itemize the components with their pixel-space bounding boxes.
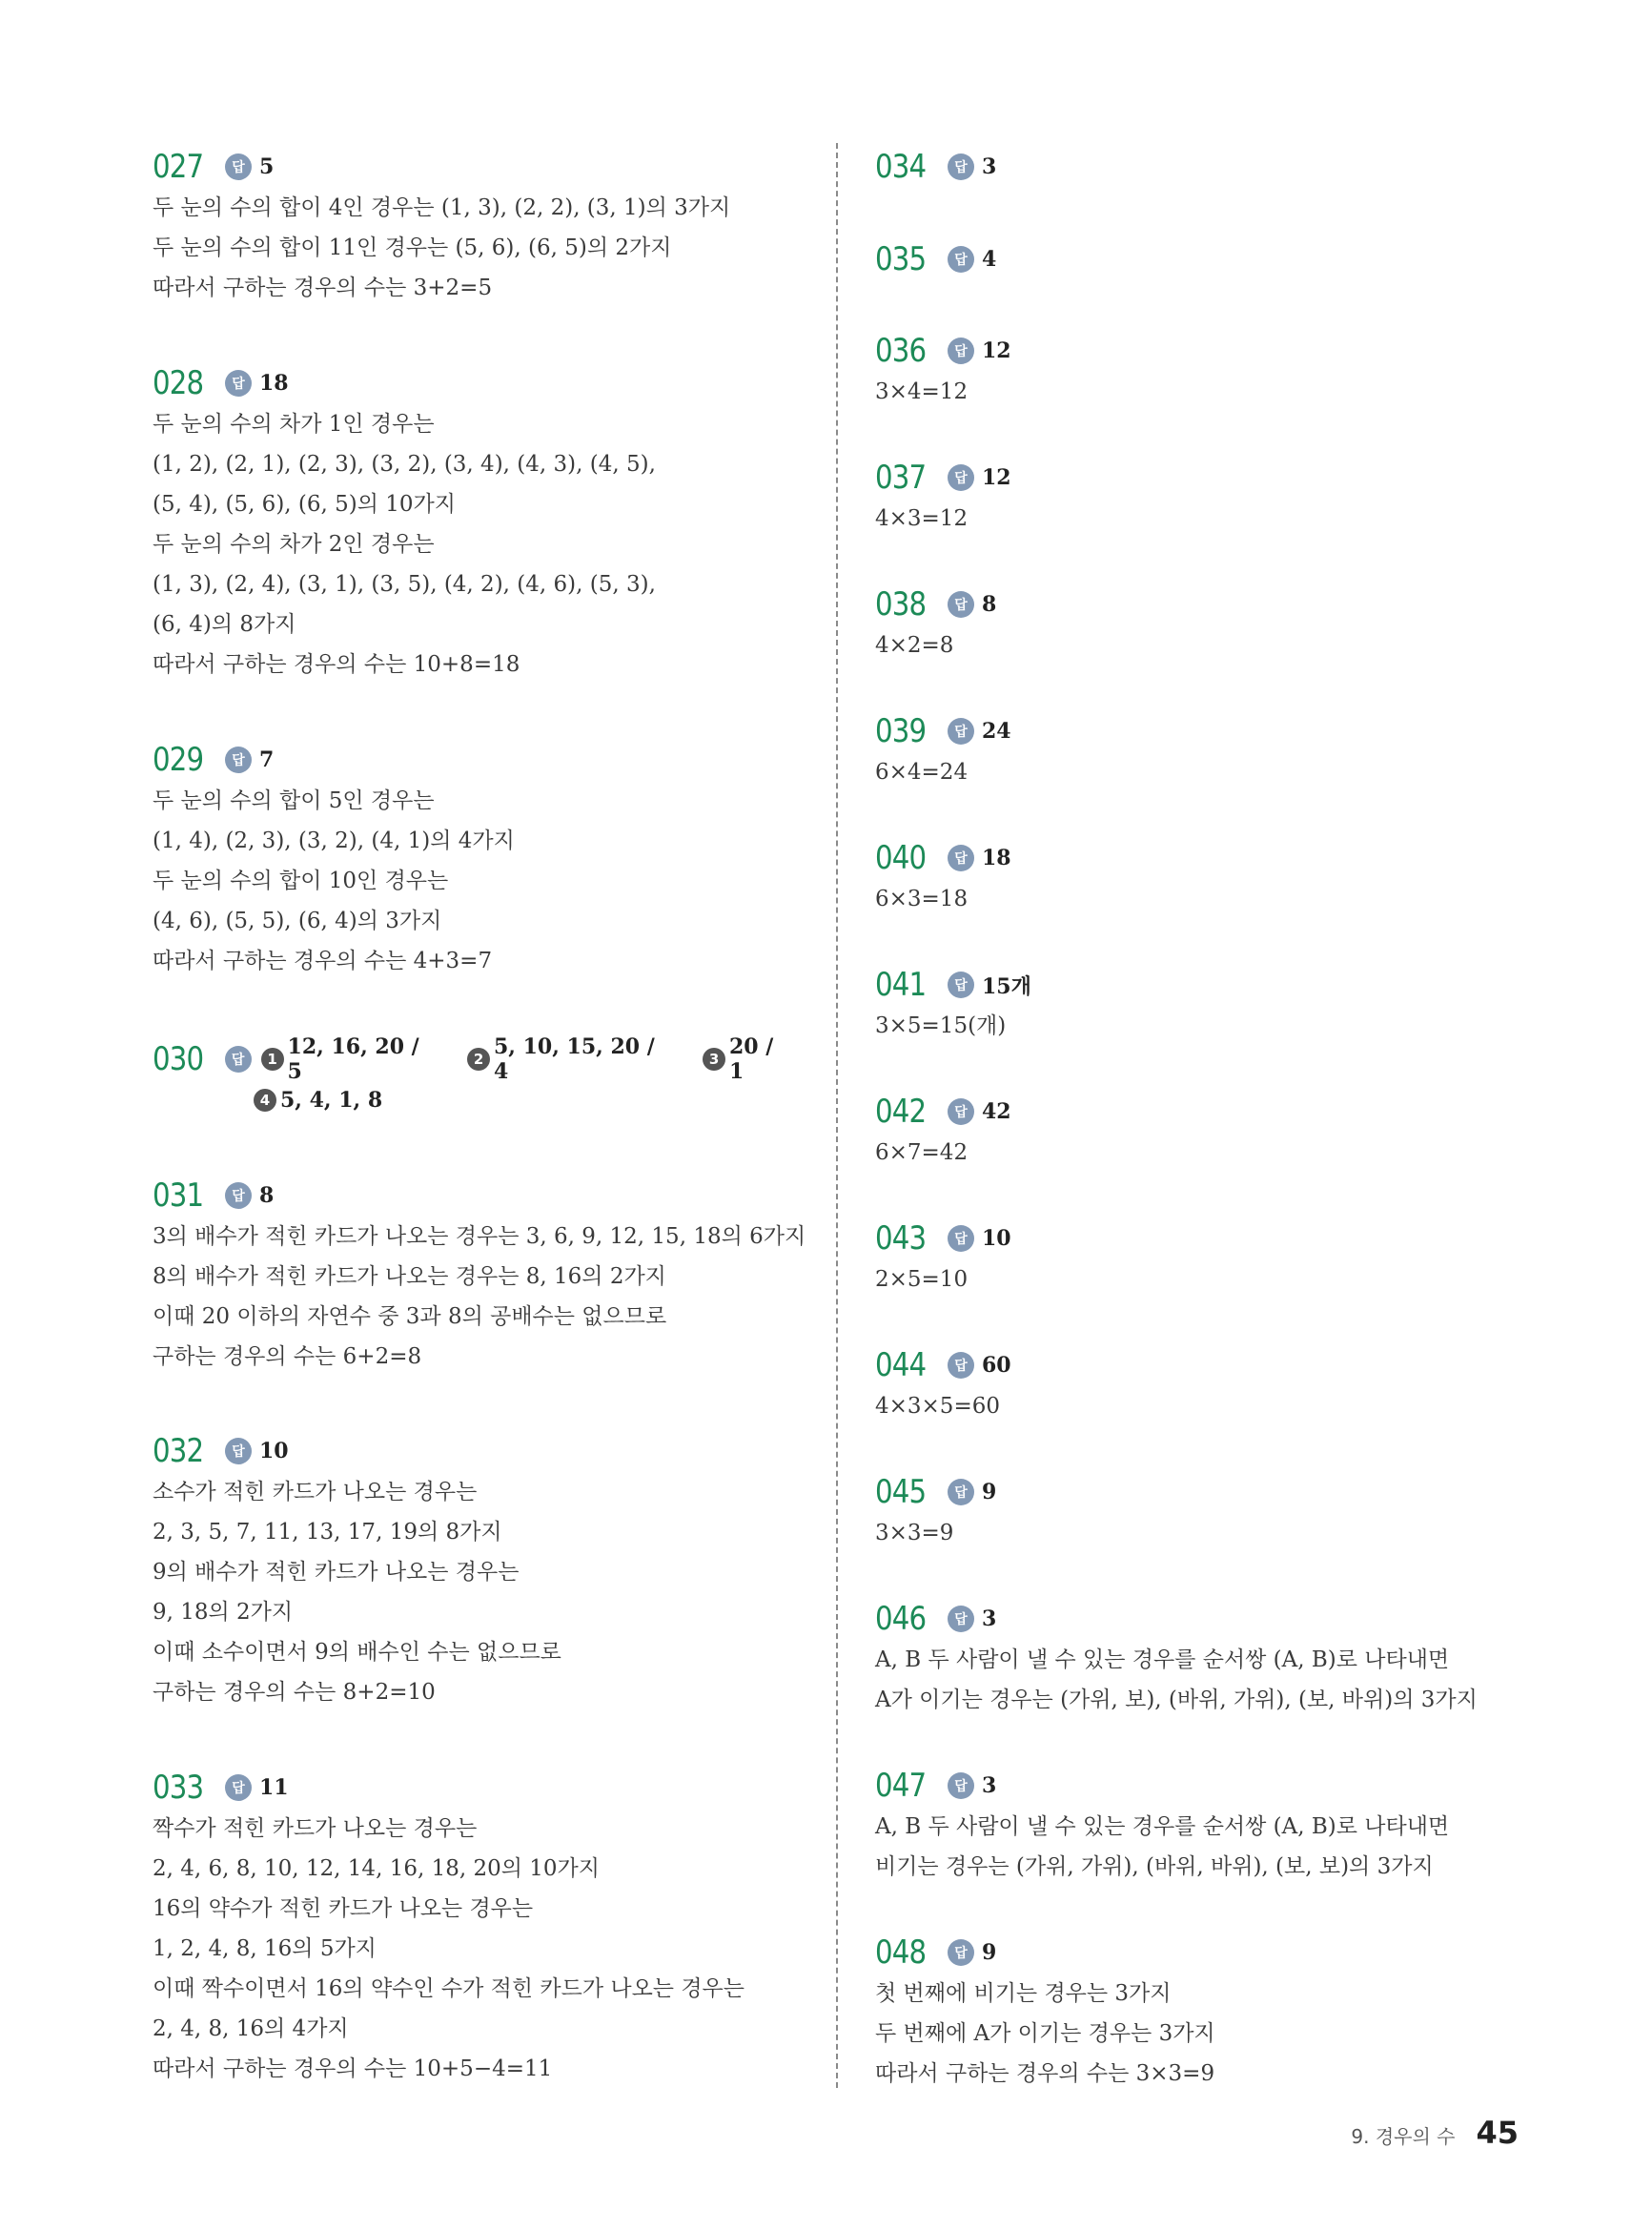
answer-value: 9 (982, 1940, 997, 1965)
problem-header (875, 1765, 1449, 1807)
problem-header (875, 1091, 1011, 1133)
answer-value: 15개 (982, 973, 1031, 999)
problem-number: 038 (875, 585, 927, 624)
problem-number: 037 (875, 459, 927, 497)
solution-line: 9의 배수가 적힌 카드가 나오는 경우는 (153, 1560, 520, 1585)
problem-header (153, 1175, 806, 1217)
problem-029 (153, 739, 515, 981)
problem-048 (875, 1932, 1215, 2094)
solution-line: 이때 20 이하의 자연수 중 3과 8의 공배수는 없으므로 (153, 1304, 667, 1329)
problem-number: 039 (875, 712, 927, 750)
problem-number: 028 (153, 364, 204, 402)
answer-badge: 답 (948, 591, 974, 618)
problem-027 (153, 146, 730, 308)
solution-line: 두 눈의 수의 합이 5인 경우는 (153, 788, 435, 813)
solution-line: 9, 18의 2가지 (153, 1600, 294, 1625)
answer-value: 8 (982, 592, 997, 617)
solution-line: 6×3=18 (875, 887, 969, 911)
answer-value: 42 (982, 1099, 1011, 1124)
answer-badge: 답 (225, 747, 252, 773)
answer-value: 8 (259, 1183, 275, 1208)
answer-badge: 답 (948, 246, 974, 273)
problem-046 (875, 1598, 1478, 1720)
answer-value: 10 (259, 1439, 289, 1463)
solution-line: 두 번째에 A가 이기는 경우는 3가지 (875, 2021, 1215, 2046)
answer-badge: 답 (948, 718, 974, 745)
problem-039 (875, 710, 1011, 792)
solution-line: 두 눈의 수의 합이 11인 경우는 (5, 6), (6, 5)의 2가지 (153, 235, 672, 260)
solution-line: 이때 짝수이면서 16의 약수인 수가 적힌 카드가 나오는 경우는 (153, 1976, 744, 2001)
answer-badge: 답 (225, 1046, 252, 1073)
answer-badge: 답 (948, 1939, 974, 1966)
solution-line: 3의 배수가 적힌 카드가 나오는 경우는 3, 6, 9, 12, 15, 18의 6가지 (153, 1224, 806, 1249)
solution-line: 두 눈의 수의 합이 10인 경우는 (153, 869, 449, 893)
problem-header (875, 1217, 1011, 1259)
solution-line: 4×3×5=60 (875, 1394, 1000, 1419)
problem-header (875, 837, 1011, 879)
problem-number: 033 (153, 1769, 204, 1807)
solution-line: 2, 3, 5, 7, 11, 13, 17, 19의 8가지 (153, 1520, 502, 1545)
problem-header (153, 1767, 744, 1809)
problem-047 (875, 1765, 1449, 1887)
answer-badge: 답 (948, 1098, 974, 1125)
solution-line: (6, 4)의 8가지 (153, 612, 296, 637)
problem-header (875, 146, 996, 188)
solution-line: 6×7=42 (875, 1140, 969, 1165)
answer-part-2: 2 5, 10, 15, 20 / 4 (465, 1034, 676, 1084)
problem-037 (875, 457, 1011, 539)
solution-line: 비기는 경우는 (가위, 가위), (바위, 바위), (보, 보)의 3가지 (875, 1854, 1434, 1879)
answer-value: 3 (982, 1773, 997, 1798)
solution-line: 2, 4, 6, 8, 10, 12, 14, 16, 18, 20의 10가지 (153, 1856, 600, 1881)
answer-badge: 답 (948, 1772, 974, 1799)
solution-line: 두 눈의 수의 차가 2인 경우는 (153, 532, 435, 557)
problem-044 (875, 1344, 1011, 1426)
solution-line: 이때 소수이면서 9의 배수인 수는 없으므로 (153, 1640, 561, 1665)
solution-line: 8의 배수가 적힌 카드가 나오는 경우는 8, 16의 2가지 (153, 1264, 666, 1289)
page-number: 45 (1476, 2115, 1519, 2151)
answer-value: 4 (982, 247, 997, 272)
solution-line: 4×2=8 (875, 633, 954, 658)
answer-value: 9 (982, 1480, 997, 1504)
answer-part-4: 4 5, 4, 1, 8 (252, 1088, 382, 1113)
problem-045 (875, 1471, 996, 1553)
answer-part-3: 3 20 / 1 (701, 1034, 795, 1084)
solution-line: 짝수가 적힌 카드가 나오는 경우는 (153, 1816, 478, 1841)
solution-line: 따라서 구하는 경우의 수는 10+5−4=11 (153, 2056, 553, 2081)
problem-header (875, 964, 1031, 1006)
problem-header (875, 583, 996, 625)
solution-line: 따라서 구하는 경우의 수는 4+3=7 (153, 949, 493, 973)
answer-badge: 답 (225, 370, 252, 397)
problem-number: 031 (153, 1176, 204, 1215)
problem-041 (875, 964, 1031, 1046)
answer-value: 18 (982, 846, 1011, 870)
answer-value: 18 (259, 371, 289, 396)
problem-number: 047 (875, 1767, 927, 1805)
solution-line: 6×4=24 (875, 760, 969, 785)
problem-032 (153, 1430, 561, 1712)
answer-part-1: 1 12, 16, 20 / 5 (259, 1034, 440, 1084)
problem-header (875, 1344, 1011, 1386)
answer-value: 12 (982, 465, 1011, 490)
answer-badge: 답 (225, 1182, 252, 1209)
solution-line: 구하는 경우의 수는 8+2=10 (153, 1680, 436, 1705)
problem-header (875, 457, 1011, 499)
problem-033 (153, 1767, 744, 2089)
problem-number: 042 (875, 1093, 927, 1131)
answer-value: 7 (259, 747, 275, 772)
problem-number: 045 (875, 1473, 927, 1511)
answer-badge: 답 (948, 1479, 974, 1505)
problem-number: 048 (875, 1933, 927, 1972)
page-footer (1351, 2115, 1519, 2151)
problem-number: 029 (153, 741, 204, 779)
problem-header (875, 1471, 996, 1513)
answer-badge: 답 (225, 1774, 252, 1801)
answer-value: 24 (982, 719, 1011, 744)
problem-040 (875, 837, 1011, 919)
problem-028 (153, 362, 656, 685)
solution-line: 2, 4, 8, 16의 4가지 (153, 2016, 349, 2041)
problem-header (153, 146, 730, 188)
solution-line: (1, 2), (2, 1), (2, 3), (3, 2), (3, 4), (4, 3), (4, 5), (153, 452, 656, 477)
circled-number-1: 1 (261, 1048, 284, 1071)
solution-line: 3×4=12 (875, 379, 969, 404)
solution-line: 3×3=9 (875, 1521, 954, 1545)
solution-line: 따라서 구하는 경우의 수는 3×3=9 (875, 2061, 1215, 2086)
solution-line: 1, 2, 4, 8, 16의 5가지 (153, 1936, 377, 1961)
problem-number: 043 (875, 1219, 927, 1258)
problem-030 (153, 1034, 820, 1120)
problem-header (875, 1598, 1478, 1640)
circled-number-3: 3 (703, 1048, 725, 1071)
problem-number: 040 (875, 839, 927, 877)
chapter-title: 9. 경우의 수 (1351, 2125, 1456, 2148)
solution-line: 첫 번째에 비기는 경우는 3가지 (875, 1981, 1172, 2006)
answer-badge: 답 (225, 153, 252, 180)
answer-badge: 답 (948, 153, 974, 180)
solution-line: 따라서 구하는 경우의 수는 3+2=5 (153, 276, 493, 300)
answer-value: 3 (982, 154, 997, 179)
solution-line: 소수가 적힌 카드가 나오는 경우는 (153, 1480, 478, 1504)
problem-number: 046 (875, 1600, 927, 1638)
answer-badge: 답 (948, 845, 974, 871)
answer-value: 3 (982, 1606, 997, 1631)
problem-042 (875, 1091, 1011, 1173)
solution-line: 3×5=15(개) (875, 1013, 1007, 1038)
answer-badge: 답 (948, 1225, 974, 1252)
solution-line: 2×5=10 (875, 1267, 969, 1292)
problem-031 (153, 1175, 806, 1377)
solution-line: 16의 약수가 적힌 카드가 나오는 경우는 (153, 1896, 534, 1921)
problem-header (875, 710, 1011, 752)
problem-043 (875, 1217, 1011, 1299)
problem-035 (875, 238, 996, 280)
solution-line: 구하는 경우의 수는 6+2=8 (153, 1344, 422, 1369)
problem-034 (875, 146, 996, 188)
solution-line: A가 이기는 경우는 (가위, 보), (바위, 가위), (보, 바위)의 3가지 (875, 1688, 1478, 1712)
answer-badge: 답 (948, 338, 974, 364)
solution-line: 두 눈의 수의 합이 4인 경우는 (1, 3), (2, 2), (3, 1)의 3가지 (153, 195, 731, 220)
answer-badge: 답 (225, 1438, 252, 1464)
problem-038 (875, 583, 996, 665)
problem-number: 032 (153, 1432, 204, 1470)
circled-number-4: 4 (254, 1089, 276, 1112)
problem-number: 027 (153, 148, 204, 186)
problem-036 (875, 330, 1011, 412)
problem-number: 035 (875, 240, 927, 278)
solution-line: 따라서 구하는 경우의 수는 10+8=18 (153, 652, 520, 677)
solution-line: (5, 4), (5, 6), (6, 5)의 10가지 (153, 492, 456, 517)
column-divider (836, 143, 838, 2088)
problem-header (153, 1430, 561, 1472)
answer-value: 10 (982, 1226, 1011, 1251)
problem-number: 041 (875, 966, 927, 1004)
solution-line: A, B 두 사람이 낼 수 있는 경우를 순서쌍 (A, B)로 나타내면 (875, 1814, 1450, 1839)
answer-badge: 답 (948, 1606, 974, 1632)
solution-line: (1, 4), (2, 3), (3, 2), (4, 1)의 4가지 (153, 829, 515, 853)
answer-badge: 답 (948, 464, 974, 491)
solution-line: (1, 3), (2, 4), (3, 1), (3, 5), (4, 2), (4, 6), (5, 3), (153, 572, 656, 597)
solution-line: (4, 6), (5, 5), (6, 4)의 3가지 (153, 909, 442, 933)
problem-header (875, 1932, 1215, 1974)
problem-number: 030 (153, 1040, 204, 1078)
problem-number: 036 (875, 332, 927, 370)
answer-value: 60 (982, 1353, 1011, 1378)
answer-value: 5 (259, 154, 275, 179)
circled-number-2: 2 (467, 1048, 490, 1071)
problem-header (153, 362, 656, 404)
answer-value: 12 (982, 338, 1011, 363)
solution-line: 두 눈의 수의 차가 1인 경우는 (153, 412, 435, 437)
problem-header (875, 330, 1011, 372)
problem-header (875, 238, 996, 280)
answer-badge: 답 (948, 972, 974, 998)
problem-header (153, 739, 515, 781)
problem-number: 044 (875, 1346, 927, 1384)
answer-value: 11 (259, 1775, 289, 1800)
solution-line: A, B 두 사람이 낼 수 있는 경우를 순서쌍 (A, B)로 나타내면 (875, 1647, 1450, 1672)
answer-badge: 답 (948, 1352, 974, 1379)
problem-number: 034 (875, 148, 927, 186)
solution-line: 4×3=12 (875, 506, 969, 531)
